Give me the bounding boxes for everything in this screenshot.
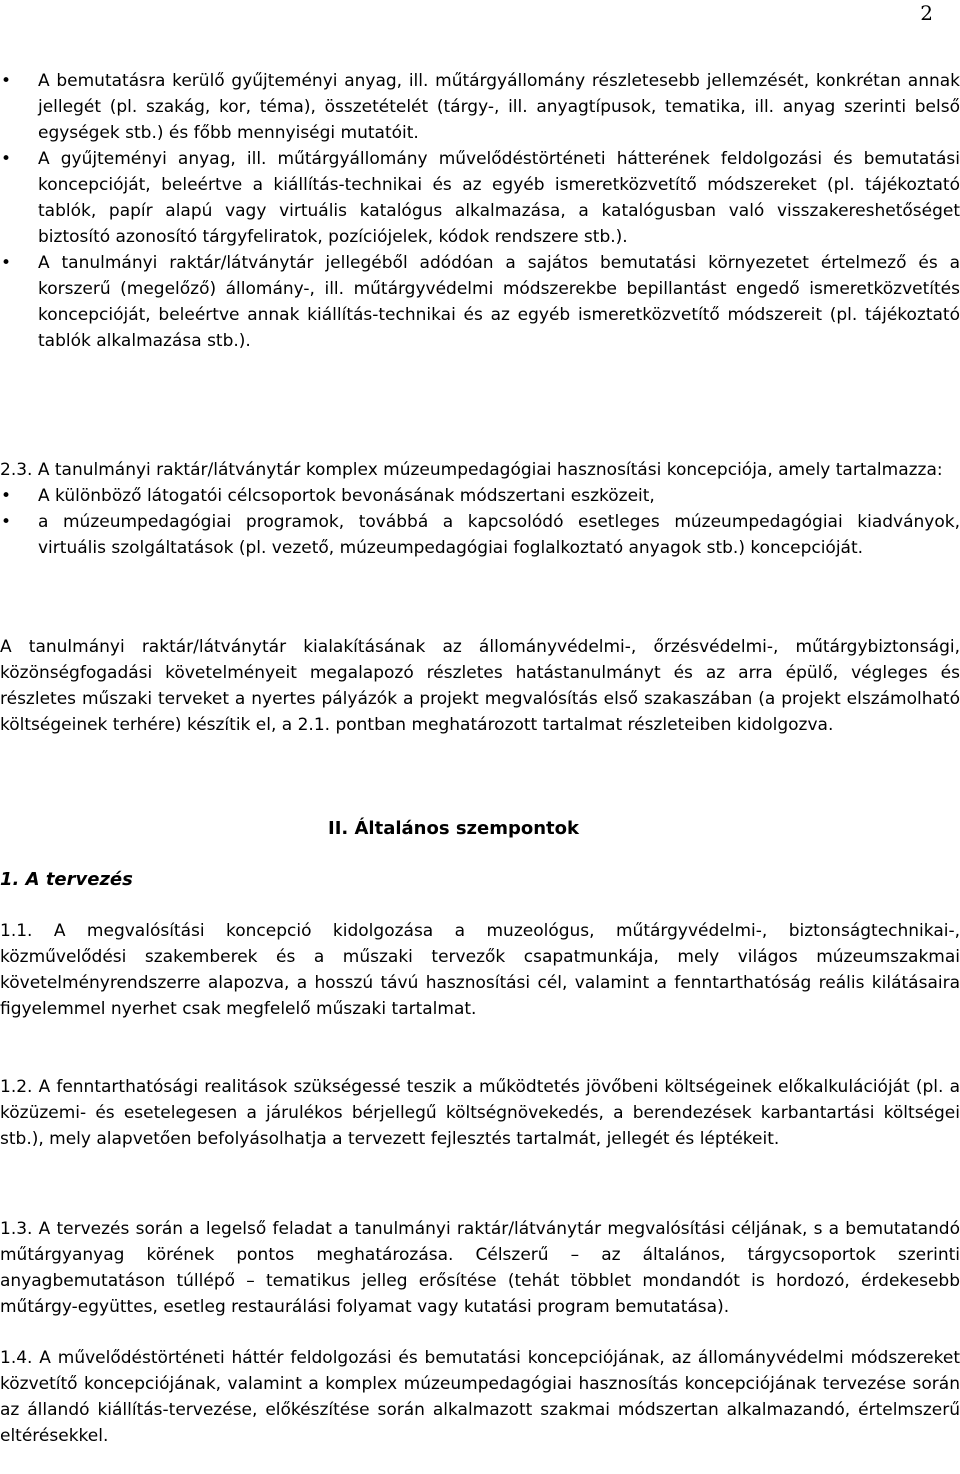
list-item: • A bemutatásra kerülő gyűjteményi anyag, ill. műtárgyállomány részletesebb jellemzését, konkrétan annak jellegét (pl. szakág, kor, téma), összetételét (tárgy-, ill. anyagtípusok, tematika, ill. anyag szerinti belső egységek stb.) és főbb mennyiségi mutatóit. xyxy=(0,68,960,146)
paragraph-1-2: 1.2. A fenntarthatósági realitások szükségessé teszik a működtetés jövőbeni költségeinek előkalkulációját (pl. a közüzemi- és esetelegesen a járulékos bérjellegű költségnövekedés, a berendezések karbantartási költségei stb.), mely alapvetően befolyásolhatja a tervezett fejlesztés tartalmát, jellegét és léptékeit. xyxy=(0,1077,960,1149)
list-item: • A tanulmányi raktár/látványtár jellegéből adódóan a sajátos bemutatási környezetet értelmező és a korszerű (megelőző) állomány-, ill. műtárgyvédelmi módszerekbe bepillantást engedő ismeretközvetítés koncepcióját, beleértve annak kiállítás-technikai és az egyéb ismeretközvetítő módszereit (pl. tájékoztató tablók alkalmazása stb.). xyxy=(0,250,960,354)
page-number: 2 xyxy=(920,1,933,25)
subsection-title: 1. A tervezés xyxy=(0,869,133,890)
section-title: II. Általános szempontok xyxy=(328,818,579,839)
list-item: • A különböző látogatói célcsoportok bevonásának módszertani eszközeit, xyxy=(0,483,960,509)
paragraph-1-3: 1.3. A tervezés során a legelső feladat a tanulmányi raktár/látványtár megvalósítási céljának, s a bemutatandó műtárgyanyag körének pontos meghatározása. Célszerű – az általános, tárgycsoportok szerinti anyagbemutatáson túllépő – tematikus jelleg erősítése (tehát többlet mondandót is hordozó, érdekesebb műtárgy-együttes, esetleg restaurálási folyamat vagy kutatási program bemutatása). xyxy=(0,1219,960,1317)
section-2-3 xyxy=(0,457,960,561)
bullet-list-exhibit-content xyxy=(0,68,960,354)
paragraph-2-3-intro: 2.3. A tanulmányi raktár/látványtár komplex múzeumpedagógiai hasznosítási koncepciója, amely tartalmazza: xyxy=(0,460,943,480)
list-item: • a múzeumpedagógiai programok, továbbá a kapcsolódó esetleges múzeumpedagógiai kiadványok, virtuális szolgáltatások (pl. vezető, múzeumpedagógiai foglalkoztató anyagok stb.) koncepcióját. xyxy=(0,509,960,561)
list-item: • A gyűjteményi anyag, ill. műtárgyállomány művelődéstörténeti hátterének feldolgozási és bemutatási koncepcióját, beleértve a kiállítás-technikai és az egyéb ismeretközvetítő módszereket (pl. tájékoztató tablók, papír alapú vagy virtuális katalógus alkalmazása, a katalógusban való visszakereshetőséget biztosító azonosító tárgyfeliratok, pozíciójelek, kódok rendszere stb.). xyxy=(0,146,960,250)
paragraph-raktar: A tanulmányi raktár/látványtár kialakításának az állományvédelmi-, őrzésvédelmi-, műtárgybiztonsági, közönségfogadási követelményeit megalapozó részletes hatástanulmányt és az arra épülő, végleges és részletes műszaki terveket a nyertes pályázók a projekt megvalósítás első szakaszában (a projekt elszámolható költségeinek terhére) készítik el, a 2.1. pontban meghatározott tartalmat részleteiben kidolgozva. xyxy=(0,637,960,735)
paragraph-1-4: 1.4. A művelődéstörténeti háttér feldolgozási és bemutatási koncepciójának, az állományvédelmi módszereket közvetítő koncepciójának, valamint a komplex múzeumpedagógiai hasznosítás koncepciójának tervezése során az állandó kiállítás-tervezése, előkészítése során alkalmazott szakmai módszertan alkalmazandó, értelmszerű eltérésekkel. xyxy=(0,1348,960,1446)
paragraph-1-1: 1.1. A megvalósítási koncepció kidolgozása a muzeológus, műtárgyvédelmi-, biztonságtechnikai-, közművelődési szakemberek és a műszaki tervezők csapatmunkája, mely világos múzeumszakmai követelményrendszerre alapozva, a hosszú távú hasznosítási cél, valamint a fenntarthatóság reális kilátásaira figyelemmel nyerhet csak megfelelő műszaki tartalmat. xyxy=(0,921,960,1019)
